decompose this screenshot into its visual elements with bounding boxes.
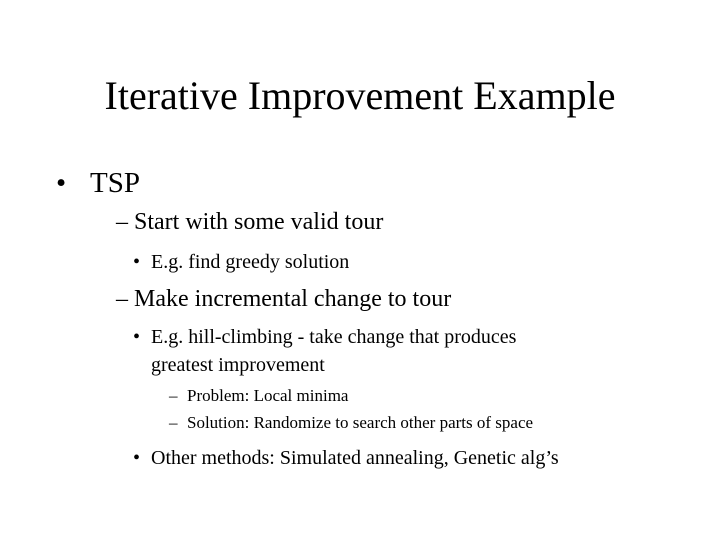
bullet-marker: • bbox=[133, 251, 141, 273]
bullet-text: Problem: Local minima bbox=[187, 386, 349, 405]
bullet-text: Solution: Randomize to search other parts of space bbox=[187, 413, 534, 432]
bullet-marker: • bbox=[133, 326, 141, 348]
dash-marker: – bbox=[169, 413, 178, 432]
slide-title: Iterative Improvement Example bbox=[104, 73, 616, 118]
dash-marker: – bbox=[116, 286, 128, 312]
dash-marker: – bbox=[169, 386, 178, 405]
dash-marker: – bbox=[116, 209, 128, 235]
bullet-text-continuation: greatest improvement bbox=[151, 354, 325, 376]
bullet-text: Make incremental change to tour bbox=[134, 286, 452, 312]
bullet-text: TSP bbox=[90, 167, 140, 199]
bullet-text: Other methods: Simulated annealing, Genetic alg’s bbox=[151, 447, 559, 469]
bullet-marker: • bbox=[133, 447, 141, 469]
bullet-text: Start with some valid tour bbox=[134, 209, 384, 235]
bullet-text: E.g. hill-climbing - take change that produces bbox=[151, 326, 517, 348]
bullet-marker: • bbox=[56, 167, 67, 199]
bullet-text: E.g. find greedy solution bbox=[151, 251, 350, 273]
